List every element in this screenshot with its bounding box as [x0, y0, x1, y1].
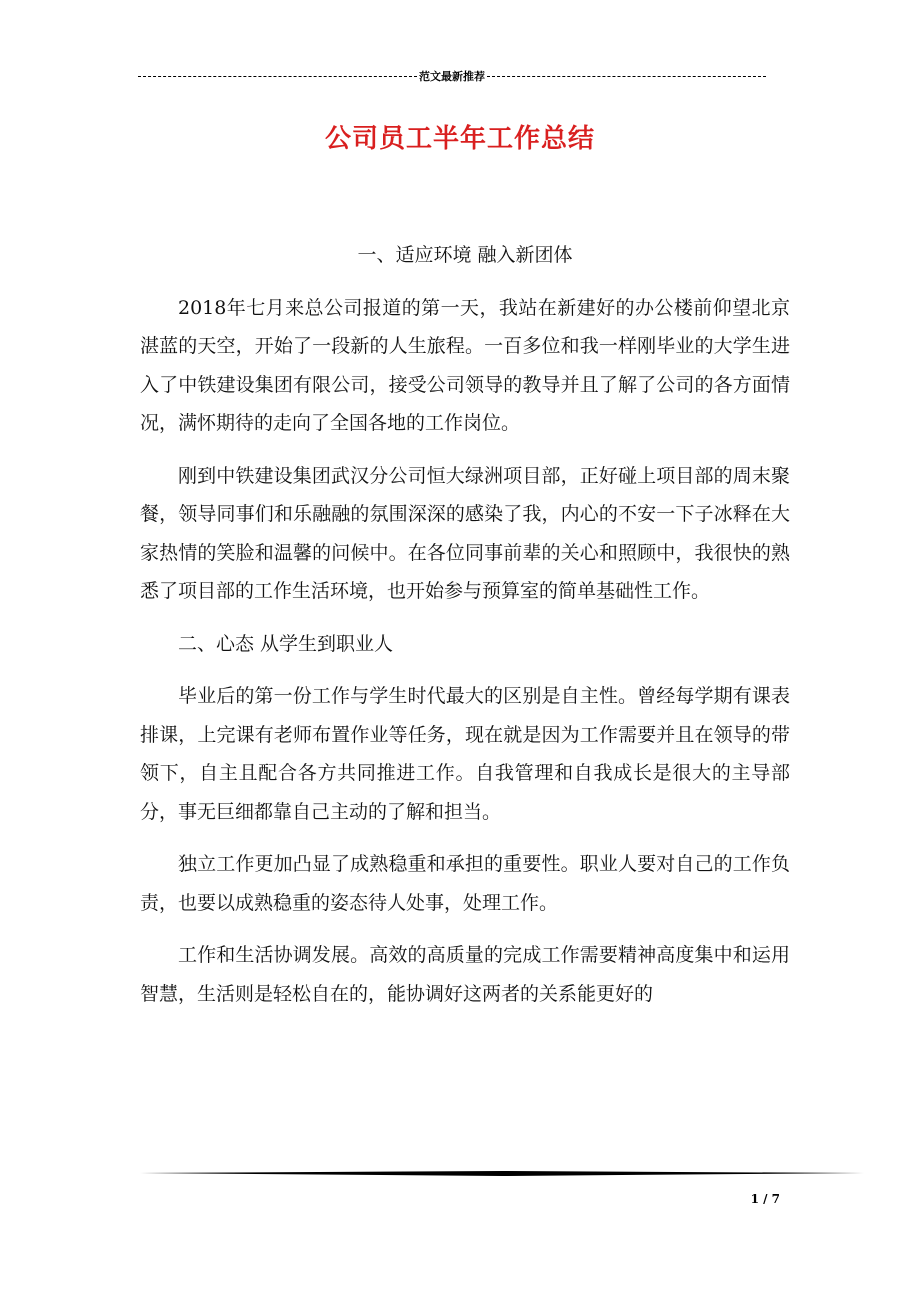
header-dash-right	[487, 76, 766, 77]
paragraph-2: 刚到中铁建设集团武汉分公司恒大绿洲项目部，正好碰上项目部的周末聚餐，领导同事们和乐融融的氛围深深的感染了我，内心的不安一下子冰释在大家热情的笑脸和温馨的问候中。在各位同事前辈的关心和照顾中，我很快的熟悉了项目部的工作生活环境，也开始参与预算室的简单基础性工作。	[140, 464, 790, 602]
paragraph-4: 独立工作更加凸显了成熟稳重和承担的重要性。职业人要对自己的工作负责，也要以成熟稳重的姿态待人处事，处理工作。	[140, 853, 790, 914]
paragraph-5: 工作和生活协调发展。高效的高质量的完成工作需要精神高度集中和运用智慧，生活则是轻松自在的，能协调好这两者的关系能更好的	[140, 944, 790, 1005]
footer-rule	[140, 1171, 864, 1176]
section-heading-2: 二、心态 从学生到职业人	[178, 632, 394, 655]
section-heading-1: 一、适应环境 融入新团体	[357, 244, 573, 266]
header-label: 范文最新推荐	[419, 70, 485, 83]
paragraph-1: 2018年七月来总公司报道的第一天，我站在新建好的办公楼前仰望北京湛蓝的天空，开始了一段新的人生旅程。一百多位和我一样刚毕业的大学生进入了中铁建设集团有限公司，接受公司领导的教导并且了解了公司的各方面情况，满怀期待的走向了全国各地的工作岗位。	[140, 296, 790, 434]
footer-rule-line	[140, 1171, 864, 1176]
header-dash-left	[138, 76, 417, 77]
page-header	[138, 68, 766, 84]
document-body	[140, 236, 790, 1027]
document-title: 公司员工半年工作总结	[324, 124, 595, 154]
paragraph-3: 毕业后的第一份工作与学生时代最大的区别是自主性。曾经每学期有课表排课，上完课有老师布置作业等任务，现在就是因为工作需要并且在领导的带领下，自主且配合各方共同推进工作。自我管理和自我成长是很大的主导部分，事无巨细都靠自己主动的了解和担当。	[140, 685, 790, 823]
page-number: 1 / 7	[750, 1192, 780, 1206]
